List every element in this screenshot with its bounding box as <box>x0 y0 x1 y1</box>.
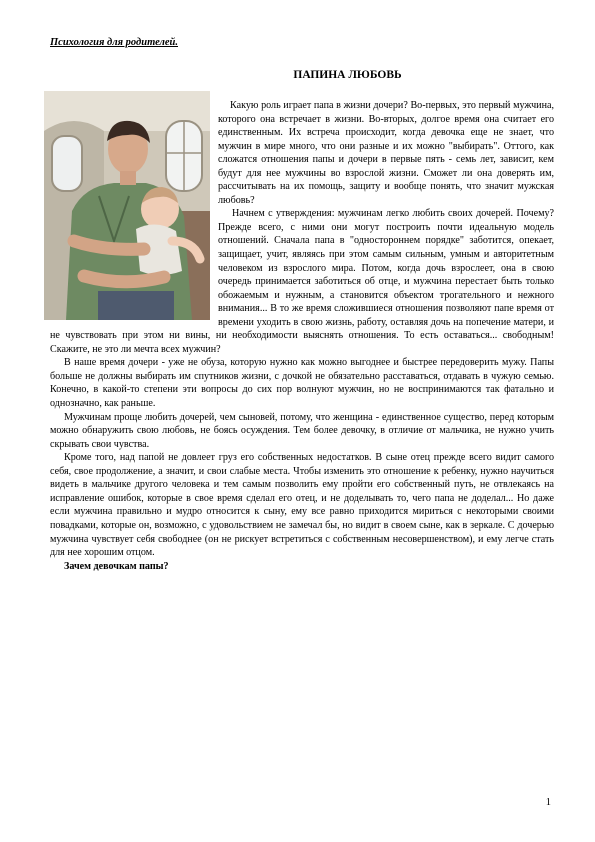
paragraph: Кроме того, над папой не довлеет груз его собственных недостатков. В сыне отец прежде всего видит самого себя, свое продолжение, а значит, и свои слабые места. Чтобы изменить это отношение к ребенку, нужно научиться видеть в мальчике другого человека и тем самым позволить ему пройти его собственный путь, не отвлекаясь на исправление ошибок, которые в свое время сделал его отец, и не доделывать то, чего папа не доделал... Но даже если мужчина правильно и мудро относится к сыну, ему все равно приходится мириться с некоторыми своими повадками, которые он, возможно, с удовольствием не замечал бы, но видит в своем сыне, как в зеркале. С дочерью мужчина чувствует себя свободнее (он не рискует встретиться с собственным несовершенством), и ему легче стать для нее хорошим отцом. <box>50 452 554 559</box>
article-body <box>50 99 554 573</box>
paragraph: Мужчинам проще любить дочерей, чем сыновей, потому, что женщина - единственное существо, перед которым можно обнаружить свою любовь, не боясь осуждения. Тем более девочку, в отличие от мальчика, не нужно учить скрывать свои чувства. <box>50 411 554 450</box>
page-number: 1 <box>545 797 551 808</box>
section-label: Психология для родителей. <box>50 37 179 48</box>
subheading: Зачем девочкам папы? <box>64 560 169 572</box>
paragraph: Начнем с утверждения: мужчинам легко любить своих дочерей. Почему? Прежде всего, с ними они могут построить почти идеальную модель отношений. Сначала папа в "одностороннем порядке" заботится, опекает, защищает, учит, являясь при этом самым сильным, умным и авторитетным человеком из взрослого мира. Потом, когда дочь взрослеет, она в свою очередь принимается заботиться об отце, и мужчина перестает быть только обожаемым и нужным, а становится объектом трогательного и нежного внимания... В то же время сложившиеся отношения позволяют папе время от времени уходить в свою жизнь, работу, оставляя дочь на попечение матери, и не чувствовать при этом ни вины, ни необходимости выяснять отношения. То есть оставаться... свободным! Скажите, не это ли мечта всех мужчин? <box>50 208 554 355</box>
paragraph: В наше время дочери - уже не обуза, которую нужно как можно выгоднее и быстрее передоверить мужу. Папы больше не должны выбирать им спутников жизни, с дочкой не обязательно расставаться, отдавать в чужую семью. Конечно, в какой-то степени эти вопросы до сих пор волнуют мужчин, но не воспринимаются так фатально и однозначно, как раньше. <box>50 357 554 410</box>
paragraph: Какую роль играет папа в жизни дочери? Во-первых, это первый мужчина, которого она встречает в жизни. Во-вторых, долгое время она считает его единственным. Их встреча происходит, когда девочка еще не знает, что мужчин в мире много, что они разные и их можно "выбирать". Оттого, как сложатся отношения папы и дочери в первые пять - семь лет, зависит, кем будут для нее мужчины во взрослой жизни. Сможет ли она доверять им, рассчитывать на их помощь, защиту и вообще понять, что значит мужская любовь? <box>218 100 554 206</box>
article-title: ПАПИНА ЛЮБОВЬ <box>293 69 402 81</box>
